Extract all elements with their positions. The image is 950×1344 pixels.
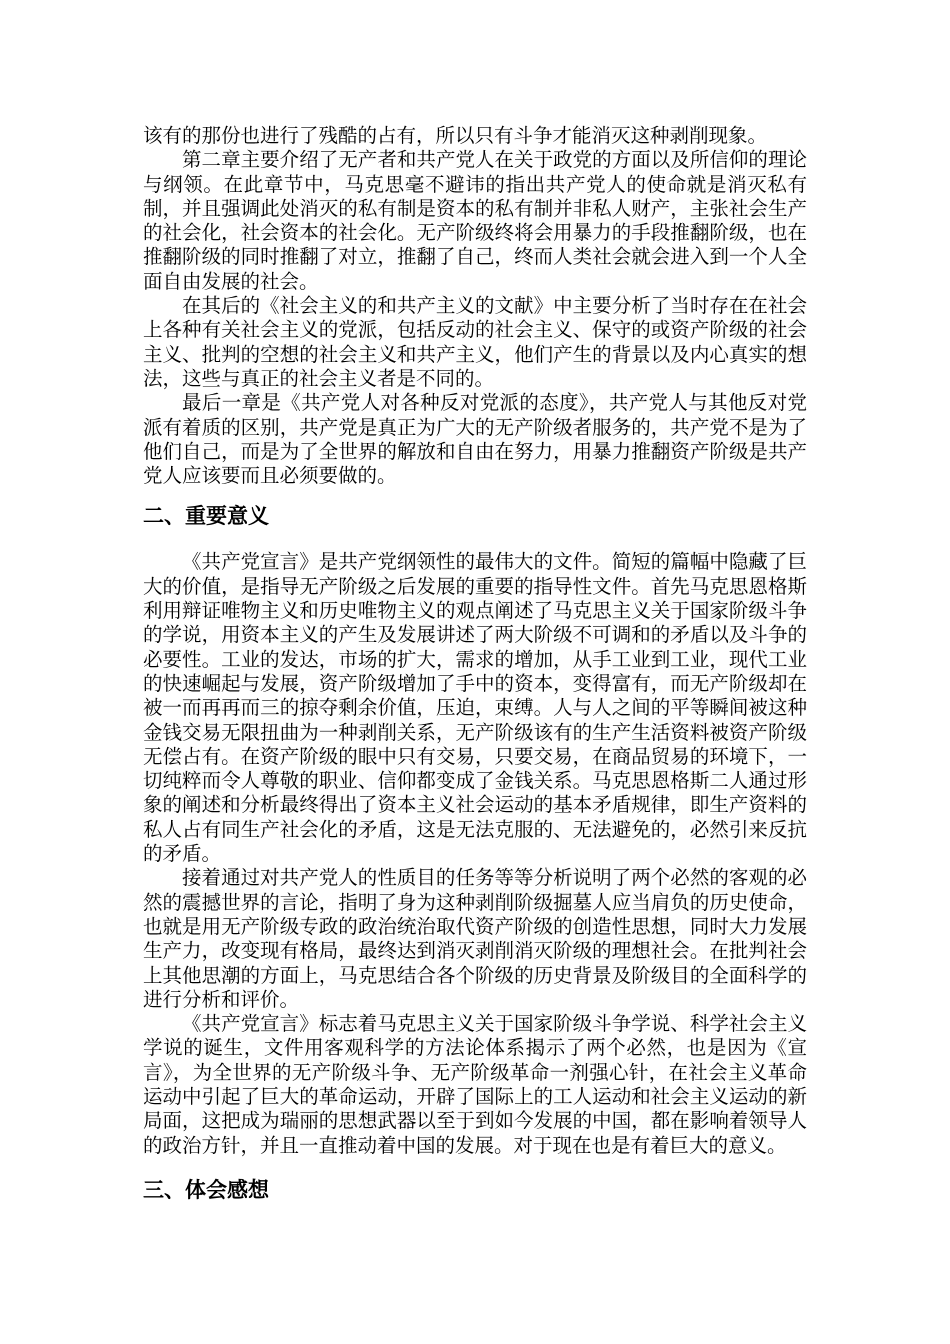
document-page xyxy=(143,124,807,1202)
paragraph-importance-1: 《共产党宣言》是共产党纲领性的最伟大的文件。简短的篇幅中隐藏了巨大的价值，是指导无产阶级之后发展的重要的指导性文件。首先马克思恩格斯利用辩证唯物主义和历史唯物主义的观点阐述了马克思主义关于国家阶级斗争的学说，用资本主义的产生及发展讲述了两大阶级不可调和的矛盾以及斗争的必要性。工业的发达，市场的扩大，需求的增加，从手工业到工业，现代工业的快速崛起与发展，资产阶级增加了手中的资本，变得富有，而无产阶级却在被一而再再而三的掠夺剩余价值，压迫，束缚。人与人之间的平等瞬间被这种金钱交易无限扭曲为一种剥削关系，无产阶级该有的生产生活资料被资产阶级无偿占有。在资产阶级的眼中只有交易，只要交易，在商品贸易的环境下，一切纯粹而令人尊敬的职业、信仰都变成了金钱关系。马克思恩格斯二人通过形象的阐述和分析最终得出了资本主义社会运动的基本矛盾规律，即生产资料的私人占有同生产社会化的矛盾，这是无法克服的、无法避免的，必然引来反抗的矛盾。 xyxy=(143,550,807,866)
paragraph-literature: 在其后的《社会主义的和共产主义的文献》中主要分析了当时存在在社会上各种有关社会主义的党派，包括反动的社会主义、保守的或资产阶级的社会主义、批判的空想的社会主义和共产主义，他们产生的背景以及内心真实的想法，这些与真正的社会主义者是不同的。 xyxy=(143,294,807,390)
paragraph-last-chapter: 最后一章是《共产党人对各种反对党派的态度》，共产党人与其他反对党派有着质的区别，共产党是真正为广大的无产阶级者服务的，共产党不是为了他们自己，而是为了全世界的解放和自由在努力，用暴力推翻资产阶级是共产党人应该要而且必须要做的。 xyxy=(143,391,807,488)
paragraph-importance-2: 接着通过对共产党人的性质目的任务等等分析说明了两个必然的客观的必然的震撼世界的言论，指明了身为这种剥削阶级掘墓人应当肩负的历史使命，也就是用无产阶级专政的政治统治取代资产阶级的创造性思想，同时大力发展生产力，改变现有格局，最终达到消灭剥削消灭阶级的理想社会。在批判社会上其他思潮的方面上，马克思结合各个阶级的历史背景及阶级目的全面科学的进行分析和评价。 xyxy=(143,866,807,1011)
section-heading-reflections: 三、体会感想 xyxy=(143,1177,269,1202)
paragraph-continued: 该有的那份也进行了残酷的占有，所以只有斗争才能消灭这种剥削现象。 xyxy=(143,124,768,147)
paragraph-chapter-two: 第二章主要介绍了无产者和共产党人在关于政党的方面以及所信仰的理论与纲领。在此章节中，马克思毫不避讳的指出共产党人的使命就是消灭私有制，并且强调此处消灭的私有制是资本的私有制并非私人财产，主张社会生产的社会化，社会资本的社会化。无产阶级终将会用暴力的手段推翻阶级，也在推翻阶级的同时推翻了对立，推翻了自己，终而人类社会就会进入到一个人全面自由发展的社会。 xyxy=(143,148,807,293)
paragraph-importance-3: 《共产党宣言》标志着马克思主义关于国家阶级斗争学说、科学社会主义学说的诞生，文件用客观科学的方法论体系揭示了两个必然，也是因为《宣言》，为全世界的无产阶级斗争、无产阶级革命一剂强心针，在社会主义革命运动中引起了巨大的革命运动，开辟了国际上的工人运动和社会主义运动的新局面，这把成为瑞丽的思想武器以至于到如今发展的中国，都在影响着领导人的政治方针，并且一直推动着中国的发展。对于现在也是有着巨大的意义。 xyxy=(143,1012,807,1157)
section-heading-importance: 二、重要意义 xyxy=(143,504,269,529)
